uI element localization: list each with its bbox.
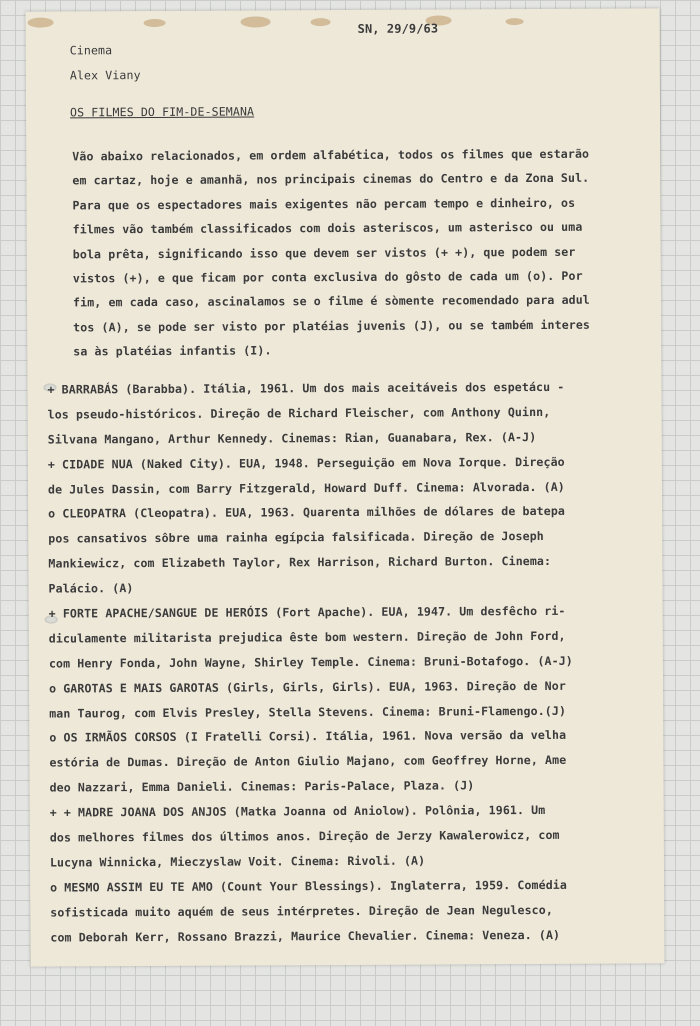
film-entry-line: diculamente militarista prejudica êste bom western. Direção de John Ford,: [48, 628, 566, 646]
film-entry-line: man Taurog, com Elvis Presley, Stella Stevens. Cinema: Bruni-Flamengo.(J): [49, 703, 567, 721]
intro-line: fim, em cada caso, ascinalamos se o filme é sòmente recomendado para adul: [72, 293, 590, 310]
intro-line: sa às platéias infantis (I).: [73, 343, 272, 359]
film-entry-line: o GAROTAS E MAIS GAROTAS (Girls, Girls, Girls). EUA, 1963. Direção de Nor: [49, 678, 566, 696]
film-entry-line: com Henry Fonda, John Wayne, Shirley Temple. Cinema: Bruni-Botafogo. (A-J): [48, 653, 573, 671]
film-entry-line: estória de Dumas. Direção de Anton Giulio Majano, com Geoffrey Horne, Ame: [49, 753, 567, 770]
film-entry-line: Mankiewicz, com Elizabeth Taylor, Rex Harrison, Richard Burton. Cinema:: [48, 554, 552, 571]
film-entry-line: + CIDADE NUA (Naked City). EUA, 1948. Perseguição em Nova Iorque. Direção: [47, 454, 565, 472]
film-entry-line: de Jules Dassin, com Barry Fitzgerald, Howard Duff. Cinema: Alvorada. (A): [47, 479, 565, 497]
film-entry-line: Palácio. (A): [48, 581, 134, 596]
paper-stain: [28, 18, 54, 28]
paper-stain: [144, 19, 166, 27]
paper-stain: [311, 18, 331, 26]
film-entry-line: o CLEOPATRA (Cleopatra). EUA, 1963. Quarenta milhões de dólares de batepa: [48, 504, 566, 522]
intro-line: em cartaz, hoje e amanhã, nos principais cinemas do Centro e da Zona Sul.: [72, 171, 590, 188]
dateline: SN, 29/9/63: [357, 21, 439, 36]
section-label: Cinema: [69, 43, 113, 58]
film-entry-line: los pseudo-históricos. Direção de Richard Fleischer, com Anthony Quinn,: [47, 404, 551, 422]
film-entry-line: + BARRABÁS (Barabba). Itália, 1961. Um dos mais aceitáveis dos espetácu -: [47, 379, 565, 397]
intro-line: Para que os espectadores mais exigentes não percam tempo e dinheiro, os: [72, 195, 576, 213]
film-entry-line: o MESMO ASSIM EU TE AMO (Count Your Blessings). Inglaterra, 1959. Comédia: [50, 877, 567, 895]
film-list: [47, 374, 658, 950]
intro-paragraph: [72, 141, 655, 364]
film-entry-line: Lucyna Winnicka, Mieczyslaw Voit. Cinema: Rivoli. (A): [49, 853, 426, 870]
film-entry-line: sofisticada muito aquém de seus intérpretes. Direção de Jean Negulesco,: [50, 902, 553, 920]
film-entry-line: + FORTE APACHE/SANGUE DE HERÓIS (Fort Apache). EUA, 1947. Um desfêcho ri-: [48, 603, 566, 621]
film-entry-line: com Deborah Kerr, Rossano Brazzi, Maurice Chevalier. Cinema: Veneza. (A): [50, 927, 561, 945]
author-name: Alex Viany: [69, 68, 141, 83]
paper-stain: [241, 16, 271, 27]
paper-stain: [506, 18, 524, 25]
film-entry-line: + + MADRE JOANA DOS ANJOS (Matka Joanna od Aniolow). Polônia, 1961. Um: [49, 803, 546, 820]
film-entry-line: dos melhores filmes dos últimos anos. Direção de Jerzy Kawalerowicz, com: [49, 827, 560, 845]
intro-line: bola prêta, significando isso que devem ser vistos (+ +), que podem ser: [72, 244, 576, 261]
intro-line: Vão abaixo relacionados, em ordem alfabética, todos os filmes que estarão: [72, 146, 590, 164]
film-entry-line: o OS IRMÃOS CORSOS (I Fratelli Corsi). Itália, 1961. Nova versão da velha: [49, 728, 567, 746]
intro-line: filmes vão também classificados com dois asteriscos, um asterisco ou uma: [72, 219, 583, 237]
film-entry-line: deo Nazzari, Emma Danieli. Cinemas: Paris-Palace, Plaza. (J): [49, 778, 475, 795]
intro-line: tos (A), se pode ser visto por platéias juvenis (J), ou se também interes: [73, 317, 591, 335]
film-entry-line: pos cansativos sôbre uma rainha egípcia falsificada. Direção de Joseph: [48, 529, 544, 546]
film-entry-line: Silvana Mangano, Arthur Kennedy. Cinemas: Rian, Guanabara, Rex. (A-J): [47, 429, 537, 447]
article-title: OS FILMES DO FIM-DE-SEMANA: [69, 104, 255, 120]
intro-line: vistos (+), e que ficam por conta exclusiva do gôsto de cada um (o). Por: [72, 268, 583, 286]
typewritten-page: [26, 8, 665, 966]
